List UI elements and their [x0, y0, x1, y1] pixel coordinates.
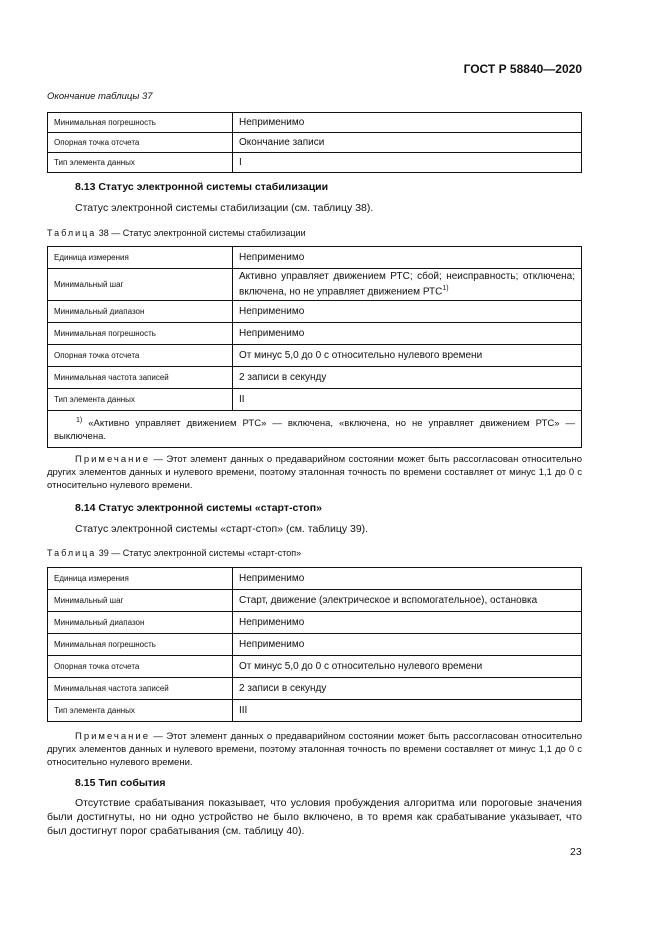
- table-row: [48, 153, 582, 173]
- row-value: Неприменимо: [233, 568, 582, 590]
- row-label: Минимальный шаг: [48, 590, 233, 612]
- row-value: Неприменимо: [233, 301, 582, 323]
- row-value: Неприменимо: [233, 323, 582, 345]
- row-label: Тип элемента данных: [48, 153, 233, 173]
- note-text: — Этот элемент данных о предаварийном состоянии может быть рассогласован относительно других элементов данных и нулевого времени, поэтому эталонная точность по времени составляет от минус 1,1 до 0 с относительно нулевого времени.: [47, 454, 582, 491]
- row-value: Неприменимо: [233, 612, 582, 634]
- footnote-mark: 1): [76, 417, 83, 424]
- note-label: Примечание: [75, 454, 150, 465]
- row-value: От минус 5,0 до 0 с относительно нулевого времени: [233, 656, 582, 678]
- section-title-8-15: 8.15 Тип события: [75, 777, 166, 789]
- row-label: Опорная точка отсчета: [48, 133, 233, 153]
- row-label: Минимальный шаг: [48, 269, 233, 301]
- table-row: [48, 301, 582, 323]
- row-value: [233, 269, 582, 301]
- row-label: Минимальная погрешность: [48, 113, 233, 133]
- table-row: [48, 269, 582, 301]
- table-row: [48, 612, 582, 634]
- row-value: 2 записи в секунду: [233, 367, 582, 389]
- row-value: III: [233, 700, 582, 722]
- section-title-8-14: 8.14 Статус электронной системы «старт-стоп»: [75, 502, 322, 514]
- row-value: II: [233, 389, 582, 411]
- row-label: Минимальная погрешность: [48, 634, 233, 656]
- note-label: Примечание: [75, 731, 150, 742]
- table-row: [48, 568, 582, 590]
- row-label: Минимальный диапазон: [48, 612, 233, 634]
- row-value: Старт, движение (электрическое и вспомогательное), остановка: [233, 590, 582, 612]
- caption-label: Таблица: [47, 228, 97, 238]
- table-39-caption: [47, 548, 301, 558]
- row-label: Единица измерения: [48, 568, 233, 590]
- section-text-8-14: Статус электронной системы «старт-стоп» (см. таблицу 39).: [75, 523, 369, 535]
- row-label: Минимальная частота записей: [48, 367, 233, 389]
- caption-text: 38 — Статус электронной системы стабилизации: [96, 228, 306, 238]
- row-value-text: Активно управляет движением РТС; сбой; неисправность; отключена; включена, но не управляет движением РТС: [239, 270, 575, 298]
- row-label: Минимальная частота записей: [48, 678, 233, 700]
- row-value: От минус 5,0 до 0 с относительно нулевого времени: [233, 345, 582, 367]
- table-row: [48, 367, 582, 389]
- caption-label: Таблица: [47, 548, 97, 558]
- footnote-text: «Активно управляет движением РТС» — включена, «включена, но не управляет движением РТС» — выключена.: [54, 418, 576, 443]
- table-row: [48, 323, 582, 345]
- table-38-caption: [47, 228, 306, 238]
- table-row: [48, 389, 582, 411]
- table-footnote: [48, 411, 582, 448]
- page-number: 23: [570, 846, 582, 858]
- table-37-end: [47, 112, 582, 173]
- section-text-8-15: Отсутствие срабатывания показывает, что условия пробуждения алгоритма или пороговые значения были достигнуты, но ни одно устройство не было включено, в то время как срабатывание указывает, что был достигнут порог срабатывания (см. таблицу 40).: [47, 797, 582, 837]
- table-row: [48, 634, 582, 656]
- row-value: Неприменимо: [233, 247, 582, 269]
- row-value: Неприменимо: [233, 113, 582, 133]
- section-text-8-13: Статус электронной системы стабилизации (см. таблицу 38).: [75, 202, 374, 214]
- document-code: ГОСТ Р 58840—2020: [463, 62, 582, 76]
- table-39: [47, 567, 582, 722]
- table-row: [48, 590, 582, 612]
- table-row: [48, 345, 582, 367]
- table-row: [48, 247, 582, 269]
- table-continuation-caption: Окончание таблицы 37: [47, 91, 153, 102]
- table-row: [48, 133, 582, 153]
- row-value: I: [233, 153, 582, 173]
- table-row: [48, 656, 582, 678]
- row-value: Окончание записи: [233, 133, 582, 153]
- table-footnote-row: [48, 411, 582, 448]
- section-title-8-13: 8.13 Статус электронной системы стабилизации: [75, 181, 329, 193]
- table-row: [48, 700, 582, 722]
- row-label: Минимальная погрешность: [48, 323, 233, 345]
- table-row: [48, 113, 582, 133]
- table-38: [47, 246, 582, 448]
- row-label: Опорная точка отсчета: [48, 345, 233, 367]
- note-2: [47, 730, 582, 769]
- footnote-ref: 1): [442, 284, 449, 292]
- row-value: 2 записи в секунду: [233, 678, 582, 700]
- caption-text: 39 — Статус электронной системы «старт-стоп»: [96, 548, 302, 558]
- row-value: Неприменимо: [233, 634, 582, 656]
- row-label: Тип элемента данных: [48, 389, 233, 411]
- note-1: [47, 453, 582, 492]
- table-row: [48, 678, 582, 700]
- row-label: Единица измерения: [48, 247, 233, 269]
- row-label: Минимальный диапазон: [48, 301, 233, 323]
- row-label: Тип элемента данных: [48, 700, 233, 722]
- row-label: Опорная точка отсчета: [48, 656, 233, 678]
- note-text: — Этот элемент данных о предаварийном состоянии может быть рассогласован относительно других элементов данных и нулевого времени, поэтому эталонная точность по времени составляет от минус 1,1 до 0 с относительно нулевого времени.: [47, 731, 582, 768]
